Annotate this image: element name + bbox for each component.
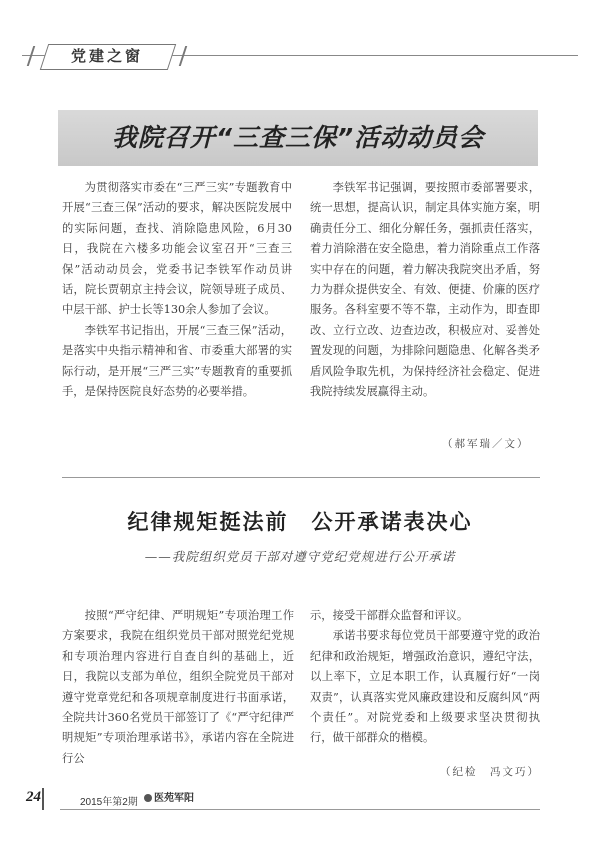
paragraph: 按照“严守纪律、严明规矩”专项治理工作方案要求，我院在组织党员干部对照党纪党规和专项治理内容进行自查自纠的基础上，近日，我院以支部为单位，组织全院党员干部对遵守党章党纪和各项规章制度进行书面承诺，全院共计360名党员干部签订了《“严守纪律严明规矩”专项治理承诺书》，承诺内容在全院进行公 — [62, 609, 294, 765]
article2-left-column — [62, 606, 294, 769]
article2-continuation: 示，接受干部群众监督和评议。 — [310, 609, 469, 622]
article2-right-paragraphs — [310, 626, 540, 748]
article1-title: 我院召开“三查三保”活动动员会 — [111, 123, 485, 152]
paragraph: 李铁军书记指出，开展“三查三保”活动，是落实中央指示精神和省、市委重大部署的实际行动，是开展“三严三实”专题教育的重要抓手，是保持医院良好态势的必要举措。 — [62, 323, 292, 399]
footer-bar — [42, 788, 44, 810]
header-slash-left — [27, 46, 35, 66]
footer-rule — [60, 809, 540, 810]
issue-label: 2015年第2期 — [80, 797, 138, 808]
article1-byline: （郝军瑞／文） — [442, 438, 530, 450]
article2-byline: （纪检 冯文巧） — [440, 766, 540, 778]
article2-subtitle: ——我院组织党员干部对遵守党纪党规进行公开承诺 — [144, 549, 456, 564]
article-divider — [62, 477, 540, 478]
paragraph: 李铁军书记强调，要按照市委部署要求，统一思想，提高认识，制定具体实施方案，明确责任分工、细化分解任务，强抓责任落实，着力消除潜在安全隐患，着力消除重点工作落实中存在的问题，着力解决我院突出矛盾，努力为群众提供安全、有效、便捷、价廉的医疗服务。各科室要不等不靠，主动作为，即查即改、立行立改、边查边改，积极应对、妥善处置发现的问题，为排除问题隐患、化解各类矛盾风险争取先机，为保持经济社会稳定、促进我院持续发展赢得主动。 — [310, 181, 540, 399]
journal-brand — [144, 789, 194, 804]
journal-brand-text: 医苑军阳 — [154, 793, 194, 804]
article1-right-column — [310, 178, 540, 402]
section-label: 党建之窗 — [70, 47, 143, 65]
article2-title: 纪律规矩挺法前 公开承诺表决心 — [127, 510, 473, 534]
paragraph: 为贯彻落实市委在“三严三实”专题教育中开展“三查三保”活动的要求，解决医院发展中的实际问题，查找、消除隐患风险，6月30日，我院在六楼多功能会议室召开“三查三保”活动动员会，党委书记李铁军作动员讲话，院长贾朝京主持会议，院领导班子成员、中层干部、护士长等130余人参加了会议。 — [62, 181, 292, 317]
page-number: 24 — [26, 789, 41, 805]
brand-logo-icon — [144, 794, 152, 802]
article2-right-column — [310, 606, 540, 749]
paragraph: 承诺书要求每位党员干部要遵守党的政治纪律和政治规矩，增强政治意识，遵纪守法，以上率下，立足本职工作，认真履行好“一岗双责”，认真落实党风廉政建设和反腐纠风“两个责任”。对院党委和上级要求坚决贯彻执行，做干部群众的楷模。 — [310, 629, 540, 745]
article1-left-column — [62, 178, 292, 402]
header-slash-right — [179, 46, 187, 66]
